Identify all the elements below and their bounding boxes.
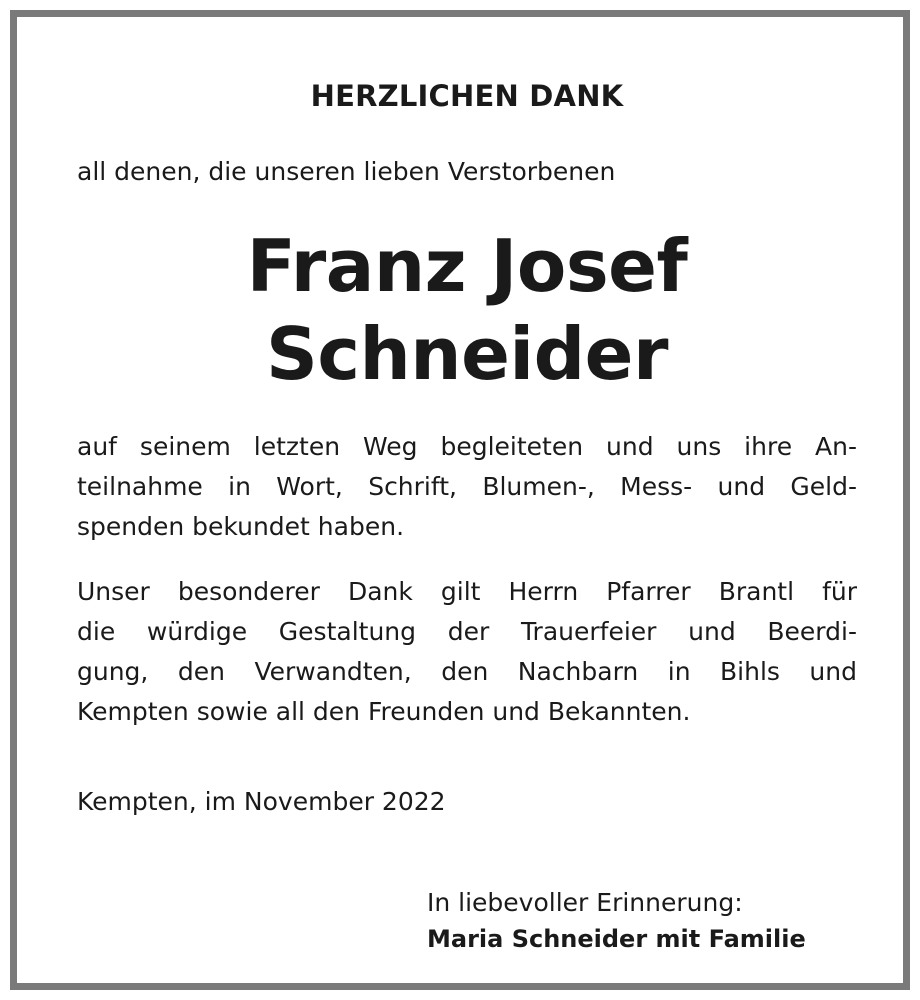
paragraph-line: gung, den Verwandten, den Nachbarn in Bihls und [77, 657, 857, 686]
paragraph-line: die würdige Gestaltung der Trauerfeier und Beerdi- [77, 617, 857, 646]
thanks-paragraph-1 [77, 427, 857, 547]
deceased-name-line-1: Franz Josef [246, 224, 688, 308]
signoff-line: In liebevoller Erinnerung: [427, 888, 743, 917]
paragraph-line: auf seinem letzten Weg begleiteten und uns ihre An- [77, 432, 857, 461]
notice-intro: all denen, die unseren lieben Verstorbenen [77, 157, 616, 186]
paragraph-line: teilnahme in Wort, Schrift, Blumen-, Mess- und Geld- [77, 472, 857, 501]
paragraph-line: Unser besonderer Dank gilt Herrn Pfarrer Brantl für [77, 577, 857, 606]
place-date: Kempten, im November 2022 [77, 787, 446, 816]
notice-heading: HERZLICHEN DANK [310, 79, 624, 113]
signoff-family: Maria Schneider mit Familie [427, 925, 806, 953]
thanks-paragraph-2 [77, 572, 857, 732]
deceased-name-line-2: Schneider [266, 312, 668, 396]
signoff [427, 885, 857, 957]
paragraph-line: spenden bekundet haben. [77, 512, 405, 541]
deceased-name [77, 222, 857, 398]
paragraph-line: Kempten sowie all den Freunden und Bekannten. [77, 697, 691, 726]
notice-frame [10, 10, 910, 990]
